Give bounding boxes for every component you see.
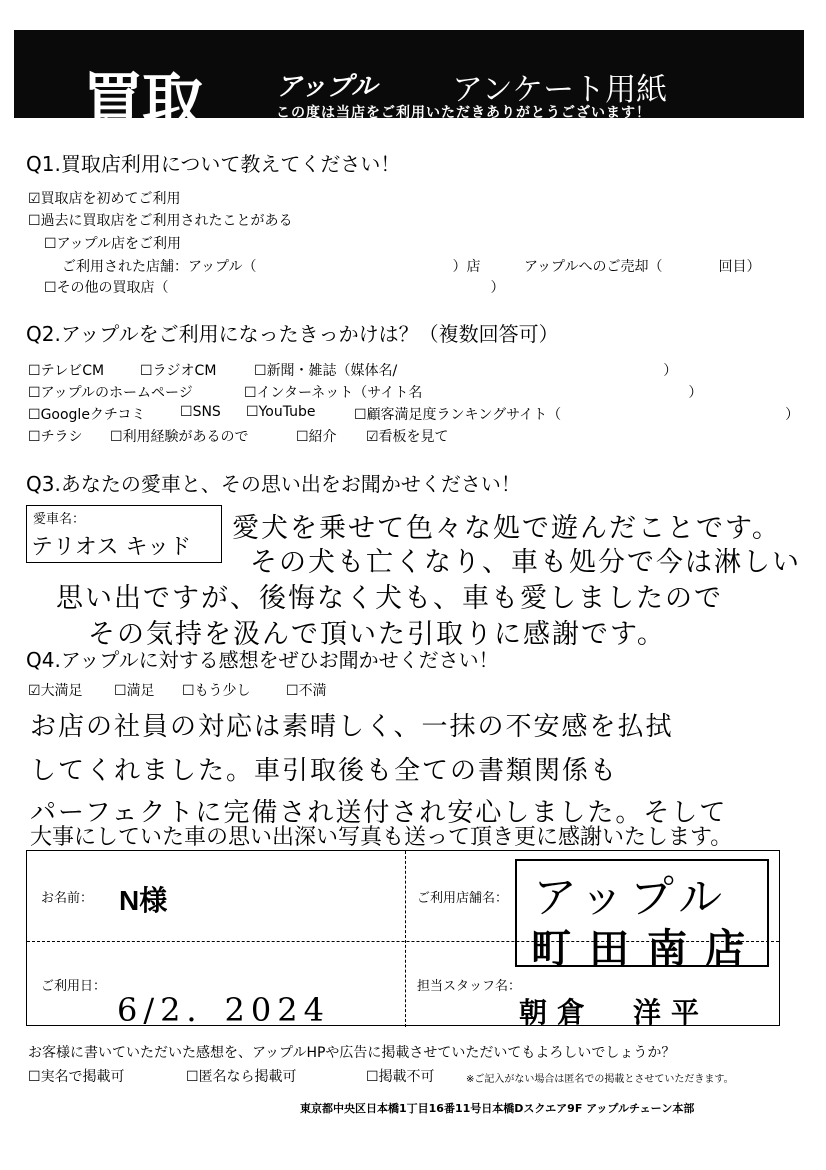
consent-anonymous[interactable] bbox=[186, 1066, 297, 1086]
q1-first-time[interactable] bbox=[28, 188, 181, 208]
q4-dissatisfied[interactable] bbox=[286, 680, 327, 700]
q3-heading: Q3.あなたの愛車と、その思い出をお聞かせください！ bbox=[26, 472, 521, 496]
q2-experience-label: 利用経験があるので bbox=[122, 429, 249, 445]
form-title: アンケート用紙 bbox=[452, 72, 668, 108]
consent-real-name[interactable] bbox=[28, 1066, 125, 1086]
checked-box-icon: ☑ bbox=[366, 429, 379, 445]
q2-youtube-label: YouTube bbox=[258, 404, 316, 420]
q2-tvcm-label: テレビCM bbox=[40, 363, 105, 379]
q2-experience[interactable] bbox=[110, 426, 249, 446]
q1-apple-store-label: アップル店をご利用 bbox=[56, 236, 182, 252]
q2-internet[interactable] bbox=[244, 382, 702, 402]
q1-used-before[interactable] bbox=[28, 210, 293, 230]
q1-other-store-label: その他の買取店（ ） bbox=[56, 280, 505, 296]
q2-flyer-label: チラシ bbox=[40, 429, 83, 445]
q4-a-little-more-label: もう少し bbox=[194, 683, 251, 699]
q2-referral-label: 紹介 bbox=[308, 429, 337, 445]
q2-google[interactable] bbox=[28, 404, 145, 424]
footer-address: 東京都中央区日本橋1丁目16番11号日本橋Dスクエア9F アップルチェーン本部 bbox=[300, 1102, 695, 1115]
consent-anonymous-label: 匿名なら掲載可 bbox=[198, 1069, 297, 1085]
memory-line: 思い出ですが、後悔なく犬も、車も愛しましたので bbox=[56, 583, 723, 614]
q1-used-before-label: 過去に買取店をご利用されたことがある bbox=[40, 213, 293, 229]
consent-note: ※ご記入がない場合は匿名での掲載とさせていただきます。 bbox=[466, 1074, 734, 1085]
stamp-line-1: アップル bbox=[533, 872, 729, 923]
q2-homepage-label: アップルのホームページ bbox=[40, 385, 193, 401]
car-name-label: 愛車名： bbox=[33, 512, 86, 527]
q4-a-little-more[interactable] bbox=[182, 680, 251, 700]
comment-line: パーフェクトに完備され送付され安心しました。そして bbox=[30, 798, 728, 828]
brand-logo: アップル bbox=[276, 72, 378, 102]
store-stamp bbox=[515, 859, 769, 972]
store-label: ご利用店舗名： bbox=[417, 891, 509, 906]
customer-info-box bbox=[26, 850, 780, 1029]
q2-ranking-label: 顧客満足度ランキングサイト（ ） bbox=[366, 407, 800, 423]
q4-satisfied-label: 満足 bbox=[126, 683, 155, 699]
q2-google-label: Googleクチコミ bbox=[40, 407, 146, 423]
kaitori-logo: 買取 bbox=[82, 65, 203, 138]
checked-box-icon: ☑ bbox=[28, 683, 41, 699]
q4-very-satisfied-label: 大満足 bbox=[40, 683, 83, 699]
header-banner bbox=[14, 30, 804, 138]
q2-youtube[interactable] bbox=[246, 404, 316, 420]
q4-satisfied[interactable] bbox=[114, 680, 155, 700]
memory-line: 愛犬を乗せて色々な処で遊んだことです。 bbox=[232, 513, 781, 544]
q2-signboard[interactable] bbox=[366, 426, 449, 446]
car-name-value: テリオス キッド bbox=[31, 535, 192, 560]
memory-line: その気持を汲んで頂いた引取りに感謝です。 bbox=[88, 619, 666, 650]
q2-signboard-label: 看板を見て bbox=[378, 429, 449, 445]
form-subtitle: この度は当店をご利用いただきありがとうございます！ bbox=[276, 105, 651, 121]
q2-heading: Q2.アップルをご利用になったきっかけは？（複数回答可） bbox=[26, 322, 559, 346]
q2-ranking[interactable] bbox=[354, 404, 799, 424]
q2-referral[interactable] bbox=[296, 426, 337, 446]
q2-homepage[interactable] bbox=[28, 382, 193, 402]
comment-line: 大事にしていた車の思い出深い写真も送って頂き更に感謝いたします。 bbox=[30, 825, 733, 850]
q2-newspaper[interactable] bbox=[254, 360, 677, 380]
q2-internet-label: インターネット（サイト名 ） bbox=[256, 385, 703, 401]
q1-other-store[interactable] bbox=[44, 277, 505, 297]
name-value[interactable]: N様 bbox=[119, 885, 168, 916]
q2-tvcm[interactable] bbox=[28, 360, 104, 380]
name-label: お名前： bbox=[41, 891, 94, 906]
staff-value[interactable]: 朝倉 洋平 bbox=[519, 996, 710, 1029]
q1-store-name-field[interactable]: ご利用された店舗：アップル（ ）店 bbox=[62, 259, 481, 275]
q4-heading: Q4.アップルに対する感想をぜひお聞かせください！ bbox=[26, 648, 499, 672]
comment-line: お店の社員の対応は素晴しく、一抹の不安感を払拭 bbox=[30, 712, 674, 742]
consent-question: お客様に書いていただいた感想を、アップルHPや広告に掲載させていただいてもよろしいでしょうか？ bbox=[28, 1045, 676, 1061]
q1-sales-count-field[interactable]: アップルへのご売却（ 回目） bbox=[524, 259, 761, 275]
car-name-box[interactable] bbox=[26, 505, 222, 563]
q1-apple-store[interactable] bbox=[44, 233, 181, 253]
consent-real-name-label: 実名で掲載可 bbox=[40, 1069, 125, 1085]
vertical-divider bbox=[405, 851, 406, 1027]
q2-radiocm-label: ラジオCM bbox=[152, 363, 217, 379]
q2-sns-label: SNS bbox=[192, 404, 221, 420]
q1-first-time-label: 買取店を初めてご利用 bbox=[40, 191, 181, 207]
q4-dissatisfied-label: 不満 bbox=[298, 683, 327, 699]
q2-radiocm[interactable] bbox=[140, 360, 216, 380]
q1-heading: Q1.買取店利用について教えてください！ bbox=[26, 152, 401, 176]
q2-newspaper-label: 新聞・雑誌（媒体名/ ） bbox=[266, 363, 678, 379]
q4-very-satisfied[interactable] bbox=[28, 680, 83, 700]
staff-label: 担当スタッフ名： bbox=[417, 979, 522, 994]
consent-not-allowed-label: 掲載不可 bbox=[378, 1069, 435, 1085]
consent-not-allowed[interactable] bbox=[366, 1066, 435, 1086]
q2-flyer[interactable] bbox=[28, 426, 83, 446]
comment-line: してくれました。車引取後も全ての書類関係も bbox=[30, 756, 619, 786]
date-value[interactable]: 6/2．2024 bbox=[117, 991, 330, 1029]
stamp-line-2: 町田南店 bbox=[531, 926, 763, 972]
date-label: ご利用日： bbox=[41, 979, 107, 994]
checked-box-icon: ☑ bbox=[28, 191, 41, 207]
q2-sns[interactable] bbox=[180, 404, 221, 420]
memory-line: その犬も亡くなり、車も処分で今は淋しい bbox=[250, 547, 801, 578]
